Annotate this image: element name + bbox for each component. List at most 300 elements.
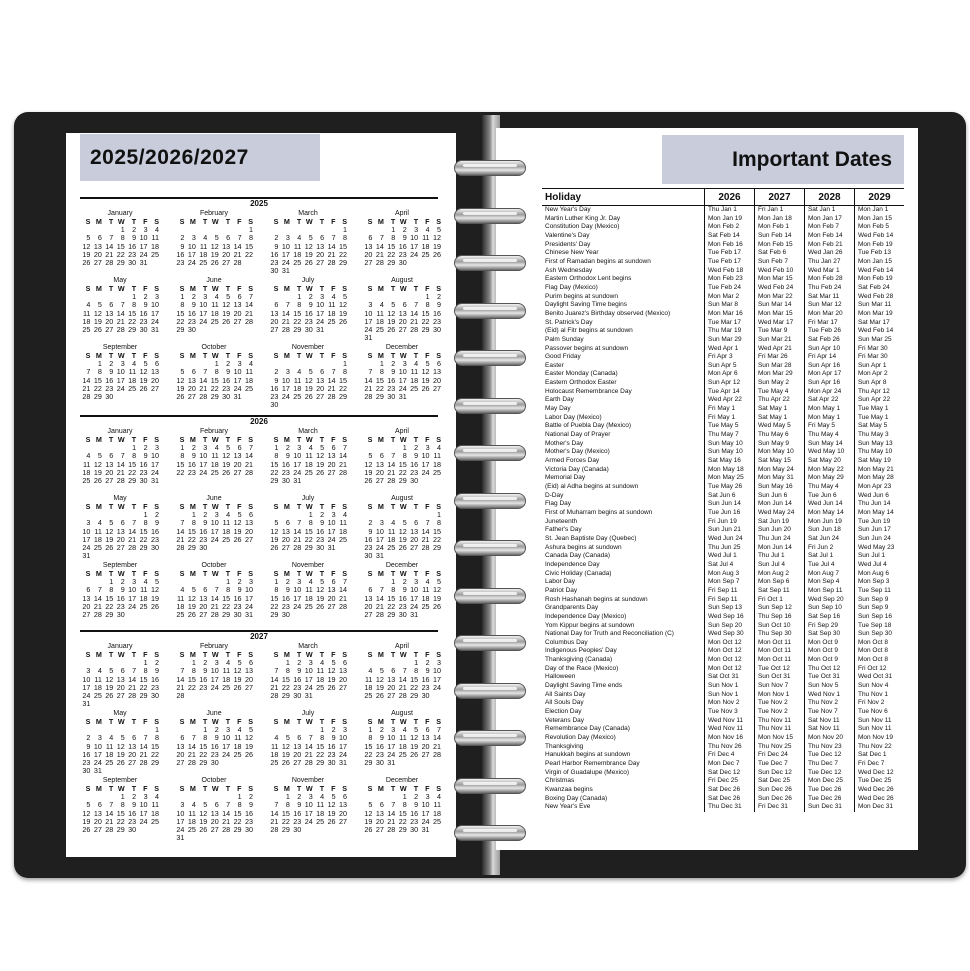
day-number: 6 bbox=[97, 233, 102, 243]
month-name: January bbox=[107, 210, 133, 217]
holiday-name: Good Friday bbox=[545, 353, 581, 361]
day-number: 26 bbox=[93, 476, 102, 486]
table-row bbox=[542, 699, 904, 708]
month-name: December bbox=[385, 562, 419, 569]
holiday-date: Mon Jan 15 bbox=[854, 258, 904, 267]
day-number: 30 bbox=[364, 551, 373, 561]
day-number: 1 bbox=[180, 443, 185, 453]
weekday-label: T bbox=[108, 569, 114, 578]
month-day-grid bbox=[362, 785, 442, 834]
table-row bbox=[542, 483, 904, 492]
day-number: 28 bbox=[375, 610, 384, 620]
holiday-date: Thu Nov 23 bbox=[804, 743, 854, 752]
table-row bbox=[542, 691, 904, 700]
weekday-label: S bbox=[342, 717, 347, 726]
day-number: 31 bbox=[233, 392, 242, 402]
day-number: 11 bbox=[140, 585, 148, 595]
day-number: 14 bbox=[410, 308, 419, 318]
day-number: 26 bbox=[364, 476, 373, 486]
holiday-date: Wed Apr 22 bbox=[705, 396, 755, 405]
day-number: 12 bbox=[304, 241, 313, 251]
day-number: 3 bbox=[320, 292, 325, 302]
holiday-name: Purim begins at sundown bbox=[545, 292, 618, 300]
holiday-date: Sat Jun 6 bbox=[705, 492, 755, 501]
day-number: 21 bbox=[293, 534, 302, 544]
weekday-label: T bbox=[131, 784, 137, 793]
holiday-name: National Day of Prayer bbox=[545, 431, 611, 439]
day-number: 25 bbox=[93, 543, 102, 553]
day-number: 26 bbox=[433, 601, 441, 611]
day-number: 18 bbox=[151, 808, 159, 818]
day-number: 20 bbox=[421, 741, 430, 751]
weekday-label: T bbox=[202, 351, 208, 360]
holiday-name: Remembrance Day (Canada) bbox=[545, 725, 630, 733]
holiday-name: All Souls Day bbox=[545, 699, 584, 707]
month-day-grid bbox=[174, 352, 254, 401]
weekday-label: M bbox=[189, 351, 196, 360]
day-number: 7 bbox=[249, 443, 253, 453]
day-number: 31 bbox=[421, 825, 430, 835]
weekday-label: T bbox=[413, 217, 419, 226]
day-number: 18 bbox=[339, 526, 347, 536]
day-number: 7 bbox=[109, 233, 114, 243]
day-number: 3 bbox=[226, 725, 231, 735]
weekday-label: F bbox=[425, 650, 430, 659]
day-number: 7 bbox=[368, 367, 373, 377]
table-row bbox=[542, 708, 904, 717]
day-number: 10 bbox=[139, 800, 148, 810]
day-number: 9 bbox=[143, 451, 148, 461]
holiday-name: Kwanzaa begins bbox=[545, 785, 593, 793]
weekday-label: S bbox=[248, 717, 253, 726]
weekday-label: F bbox=[331, 284, 336, 293]
day-number: 22 bbox=[387, 249, 396, 259]
day-number: 5 bbox=[320, 577, 325, 587]
day-number: 4 bbox=[368, 666, 373, 676]
day-number: 8 bbox=[391, 233, 396, 243]
day-number: 12 bbox=[233, 666, 242, 676]
day-number: 30 bbox=[187, 325, 196, 335]
day-number: 23 bbox=[410, 467, 419, 477]
day-number: 4 bbox=[109, 733, 114, 743]
holiday-date: Mon Mar 16 bbox=[705, 310, 755, 319]
holiday-name: Labor Day (Mexico) bbox=[545, 413, 602, 421]
weekday-label: W bbox=[399, 351, 407, 360]
day-number: 21 bbox=[82, 383, 91, 393]
holiday-date: Mon Jan 18 bbox=[754, 215, 804, 224]
day-number: 11 bbox=[188, 808, 196, 818]
weekday-label: W bbox=[305, 569, 313, 578]
holiday-name: Battle of Puebla Day (Mexico) bbox=[545, 422, 631, 430]
day-number: 12 bbox=[93, 308, 102, 318]
day-number: 14 bbox=[433, 733, 441, 743]
day-number: 7 bbox=[143, 733, 148, 743]
month-calendar bbox=[268, 427, 348, 485]
weekday-label: T bbox=[390, 284, 396, 293]
weekday-label: M bbox=[95, 217, 102, 226]
day-number: 23 bbox=[281, 467, 290, 477]
day-number: 28 bbox=[433, 749, 441, 759]
weekday-label: W bbox=[117, 351, 125, 360]
day-number: 22 bbox=[421, 316, 430, 326]
day-number: 1 bbox=[143, 658, 148, 668]
day-number: 3 bbox=[97, 733, 102, 743]
holiday-date: Sun Sep 9 bbox=[854, 596, 904, 605]
month-day-grid bbox=[174, 718, 254, 767]
day-number: 25 bbox=[210, 316, 219, 326]
day-number: 12 bbox=[199, 808, 208, 818]
holiday-date: Thu Apr 12 bbox=[854, 388, 904, 397]
holiday-date: Sun May 9 bbox=[754, 440, 804, 449]
weekday-label: F bbox=[143, 435, 148, 444]
day-number: 26 bbox=[375, 691, 384, 701]
day-number: 15 bbox=[199, 741, 208, 751]
weekday-label: S bbox=[273, 435, 279, 444]
holiday-date: Tue Feb 13 bbox=[854, 249, 904, 258]
day-number: 24 bbox=[82, 691, 91, 701]
day-number: 24 bbox=[410, 601, 419, 611]
holiday-date: Fri Jun 19 bbox=[705, 518, 755, 527]
holiday-date: Fri Dec 31 bbox=[754, 803, 804, 812]
day-number: 15 bbox=[293, 308, 302, 318]
holiday-date: Sun Mar 14 bbox=[754, 301, 804, 310]
day-number: 28 bbox=[176, 691, 185, 701]
holiday-date: Wed Dec 26 bbox=[854, 795, 904, 804]
holiday-date: Mon Apr 24 bbox=[804, 388, 854, 397]
holiday-date: Sat Jun 19 bbox=[754, 518, 804, 527]
day-number: 2 bbox=[249, 792, 253, 802]
weekday-label: S bbox=[85, 717, 91, 726]
day-number: 1 bbox=[425, 292, 430, 302]
weekday-label: T bbox=[108, 351, 114, 360]
holiday-date: Mon Jan 17 bbox=[804, 215, 854, 224]
holiday-date: Tue Nov 2 bbox=[754, 699, 804, 708]
day-number: 27 bbox=[187, 392, 196, 402]
table-row bbox=[542, 578, 904, 587]
month-day-grid bbox=[174, 570, 254, 619]
holiday-date: Tue Mar 9 bbox=[754, 327, 804, 336]
day-number: 5 bbox=[368, 451, 373, 461]
weekday-label: F bbox=[237, 717, 242, 726]
holiday-name: Thanksgiving bbox=[545, 742, 584, 750]
day-number: 14 bbox=[304, 741, 313, 751]
holiday-date: Mon Apr 6 bbox=[705, 370, 755, 379]
weekday-label: T bbox=[296, 569, 302, 578]
day-number: 1 bbox=[391, 225, 396, 235]
day-number: 19 bbox=[151, 593, 159, 603]
table-row bbox=[542, 232, 904, 241]
day-number: 21 bbox=[128, 534, 137, 544]
day-number: 22 bbox=[187, 682, 196, 692]
holiday-date: Sun Sep 13 bbox=[705, 604, 755, 613]
day-number: 2 bbox=[143, 292, 148, 302]
day-number: 8 bbox=[203, 733, 208, 743]
day-number: 10 bbox=[304, 666, 313, 676]
holiday-name: Daylight Saving Time begins bbox=[545, 301, 628, 309]
day-number: 1 bbox=[191, 510, 196, 520]
day-number: 15 bbox=[245, 241, 253, 251]
day-number: 17 bbox=[116, 375, 125, 385]
day-number: 7 bbox=[180, 666, 185, 676]
day-number: 17 bbox=[82, 534, 91, 544]
day-number: 13 bbox=[93, 241, 102, 251]
day-number: 15 bbox=[281, 674, 290, 684]
holiday-date: Tue Mar 17 bbox=[705, 319, 755, 328]
day-number: 10 bbox=[82, 674, 91, 684]
weekday-label: F bbox=[425, 435, 430, 444]
weekday-label: T bbox=[413, 502, 419, 511]
day-number: 13 bbox=[293, 741, 302, 751]
holiday-name: Thanksgiving (Canada) bbox=[545, 656, 613, 664]
holiday-date: Sun Nov 1 bbox=[705, 691, 755, 700]
holiday-date: Sun May 13 bbox=[854, 440, 904, 449]
day-number: 20 bbox=[293, 749, 302, 759]
holiday-date: Fri Sep 29 bbox=[804, 622, 854, 631]
day-number: 31 bbox=[293, 476, 302, 486]
month-calendar bbox=[174, 343, 254, 401]
weekday-label: T bbox=[319, 351, 325, 360]
day-number: 18 bbox=[316, 674, 325, 684]
holiday-date: Thu Nov 26 bbox=[705, 743, 755, 752]
weekday-label: T bbox=[296, 717, 302, 726]
day-number: 4 bbox=[143, 577, 148, 587]
day-number: 29 bbox=[151, 758, 159, 768]
day-number: 14 bbox=[270, 808, 279, 818]
day-number: 19 bbox=[187, 601, 196, 611]
holiday-date: Mon May 14 bbox=[854, 509, 904, 518]
day-number: 9 bbox=[331, 733, 336, 743]
day-number: 22 bbox=[364, 749, 373, 759]
day-number: 6 bbox=[86, 585, 91, 595]
day-number: 2 bbox=[143, 443, 148, 453]
day-number: 15 bbox=[339, 241, 347, 251]
weekday-label: S bbox=[154, 284, 159, 293]
spiral-ring bbox=[454, 635, 526, 651]
day-number: 4 bbox=[132, 359, 137, 369]
table-row bbox=[542, 786, 904, 795]
weekday-label: S bbox=[436, 784, 441, 793]
weekday-label: S bbox=[273, 502, 279, 511]
day-number: 23 bbox=[410, 816, 419, 826]
weekday-label: S bbox=[85, 284, 91, 293]
table-row bbox=[542, 613, 904, 622]
holiday-date: Sat Dec 1 bbox=[854, 751, 904, 760]
table-row bbox=[542, 431, 904, 440]
day-number: 15 bbox=[233, 808, 242, 818]
day-number: 3 bbox=[86, 666, 91, 676]
day-number: 30 bbox=[105, 392, 114, 402]
day-number: 2 bbox=[402, 225, 407, 235]
day-number: 8 bbox=[274, 451, 279, 461]
weekday-label: T bbox=[202, 502, 208, 511]
weekday-label: W bbox=[211, 502, 219, 511]
holiday-date: Mon Oct 11 bbox=[754, 656, 804, 665]
day-number: 28 bbox=[245, 467, 253, 477]
day-number: 8 bbox=[343, 367, 347, 377]
table-row bbox=[542, 544, 904, 553]
day-number: 2 bbox=[414, 443, 419, 453]
holiday-date: Mon Sep 6 bbox=[754, 578, 804, 587]
day-number: 8 bbox=[155, 733, 159, 743]
day-number: 3 bbox=[285, 367, 290, 377]
weekday-label: T bbox=[390, 650, 396, 659]
weekday-label: F bbox=[237, 284, 242, 293]
weekday-label: T bbox=[225, 717, 231, 726]
weekday-label: T bbox=[225, 284, 231, 293]
day-number: 30 bbox=[398, 258, 407, 268]
holiday-date: Sat Nov 11 bbox=[804, 717, 854, 726]
holiday-date: Mon Jun 14 bbox=[754, 544, 804, 553]
day-number: 6 bbox=[109, 451, 114, 461]
day-number: 10 bbox=[210, 518, 219, 528]
holiday-date: Wed Sep 16 bbox=[705, 613, 755, 622]
day-number: 8 bbox=[402, 451, 407, 461]
day-number: 11 bbox=[328, 300, 336, 310]
day-number: 3 bbox=[203, 292, 208, 302]
day-number: 29 bbox=[270, 610, 279, 620]
day-number: 28 bbox=[199, 392, 208, 402]
day-number: 11 bbox=[222, 666, 231, 676]
holiday-name: Independence Day bbox=[545, 560, 600, 568]
day-number: 4 bbox=[320, 658, 325, 668]
holiday-date: Mon May 22 bbox=[804, 466, 854, 475]
day-number: 10 bbox=[176, 808, 185, 818]
month-day-grid bbox=[268, 718, 348, 767]
weekday-label: T bbox=[390, 502, 396, 511]
day-number: 26 bbox=[105, 543, 114, 553]
day-number: 14 bbox=[364, 375, 373, 385]
weekday-label: T bbox=[108, 650, 114, 659]
holiday-date: Thu Nov 25 bbox=[754, 743, 804, 752]
day-number: 6 bbox=[120, 666, 125, 676]
weekday-label: S bbox=[85, 569, 91, 578]
day-number: 26 bbox=[199, 825, 208, 835]
weekday-label: W bbox=[211, 650, 219, 659]
weekday-label: S bbox=[436, 717, 441, 726]
day-number: 30 bbox=[151, 691, 159, 701]
holiday-date: Sun Feb 7 bbox=[754, 258, 804, 267]
day-number: 15 bbox=[116, 241, 125, 251]
holiday-date: Mon Oct 12 bbox=[705, 665, 755, 674]
day-number: 15 bbox=[316, 741, 325, 751]
weekday-label: W bbox=[399, 502, 407, 511]
weekday-label: S bbox=[179, 569, 185, 578]
weekday-label: M bbox=[189, 435, 196, 444]
day-number: 13 bbox=[151, 367, 159, 377]
holiday-date: Wed Feb 14 bbox=[854, 267, 904, 276]
day-number: 16 bbox=[128, 241, 137, 251]
month-day-grid bbox=[268, 352, 348, 409]
holiday-date: Mon Sep 4 bbox=[804, 578, 854, 587]
day-number: 5 bbox=[437, 577, 441, 587]
weekday-label: W bbox=[117, 217, 125, 226]
day-number: 19 bbox=[375, 682, 384, 692]
day-number: 8 bbox=[191, 518, 196, 528]
day-number: 21 bbox=[421, 534, 430, 544]
day-number: 25 bbox=[245, 383, 253, 393]
day-number: 10 bbox=[421, 451, 430, 461]
day-number: 8 bbox=[97, 367, 102, 377]
day-number: 29 bbox=[116, 258, 125, 268]
holiday-date: Mon May 31 bbox=[754, 474, 804, 483]
weekday-label: M bbox=[95, 351, 102, 360]
table-row bbox=[542, 206, 904, 215]
day-number: 31 bbox=[151, 325, 159, 335]
day-number: 16 bbox=[187, 459, 196, 469]
day-number: 25 bbox=[222, 534, 231, 544]
day-number: 19 bbox=[233, 674, 242, 684]
holiday-name: Memorial Day bbox=[545, 474, 586, 482]
day-number: 5 bbox=[425, 359, 430, 369]
weekday-label: S bbox=[85, 435, 91, 444]
day-number: 4 bbox=[155, 792, 159, 802]
holiday-date: Mon May 10 bbox=[754, 448, 804, 457]
day-number: 31 bbox=[327, 543, 336, 553]
holiday-date: Sun Mar 21 bbox=[754, 336, 804, 345]
weekday-label: F bbox=[143, 217, 148, 226]
day-number: 10 bbox=[281, 375, 290, 385]
day-number: 10 bbox=[187, 241, 196, 251]
holiday-date: Tue Feb 26 bbox=[804, 327, 854, 336]
day-number: 5 bbox=[97, 300, 102, 310]
day-number: 31 bbox=[316, 325, 325, 335]
weekday-label: S bbox=[367, 284, 373, 293]
day-number: 11 bbox=[339, 518, 347, 528]
month-calendar bbox=[268, 276, 348, 334]
weekday-label: W bbox=[399, 217, 407, 226]
holiday-date: Mon May 25 bbox=[705, 474, 755, 483]
day-number: 19 bbox=[327, 808, 336, 818]
table-row bbox=[542, 422, 904, 431]
day-number: 25 bbox=[304, 601, 313, 611]
day-number: 29 bbox=[139, 691, 148, 701]
holiday-name: Indigenous Peoples' Day bbox=[545, 647, 617, 655]
day-number: 23 bbox=[151, 534, 159, 544]
holiday-date: Mon Feb 19 bbox=[854, 275, 904, 284]
holiday-name: Patriot Day bbox=[545, 586, 578, 594]
weekday-label: F bbox=[425, 502, 430, 511]
holiday-date: Sun Apr 22 bbox=[854, 396, 904, 405]
holiday-date: Sun Sep 20 bbox=[705, 622, 755, 631]
weekday-label: W bbox=[305, 650, 313, 659]
holiday-date: Thu Sep 30 bbox=[754, 630, 804, 639]
table-row bbox=[542, 379, 904, 388]
day-number: 23 bbox=[433, 316, 441, 326]
month-day-grid bbox=[268, 436, 348, 485]
day-number: 16 bbox=[293, 808, 302, 818]
day-number: 25 bbox=[375, 325, 384, 335]
day-number: 27 bbox=[375, 476, 384, 486]
day-number: 29 bbox=[199, 758, 208, 768]
holiday-date: Sun Apr 16 bbox=[804, 379, 854, 388]
holiday-date: Fri Mar 26 bbox=[754, 353, 804, 362]
holiday-date: Wed Feb 14 bbox=[854, 232, 904, 241]
holiday-date: Sun Dec 26 bbox=[754, 795, 804, 804]
day-number: 17 bbox=[281, 249, 290, 259]
holiday-date: Sat Sep 30 bbox=[804, 630, 854, 639]
day-number: 24 bbox=[304, 682, 313, 692]
day-number: 12 bbox=[387, 308, 396, 318]
day-number: 25 bbox=[139, 601, 148, 611]
day-number: 11 bbox=[151, 233, 159, 243]
weekday-label: T bbox=[108, 784, 114, 793]
day-number: 12 bbox=[210, 241, 219, 251]
day-number: 25 bbox=[364, 691, 373, 701]
holiday-date: Sun Jun 21 bbox=[705, 526, 755, 535]
day-number: 13 bbox=[433, 367, 441, 377]
weekday-label: S bbox=[248, 435, 253, 444]
day-number: 3 bbox=[297, 443, 302, 453]
